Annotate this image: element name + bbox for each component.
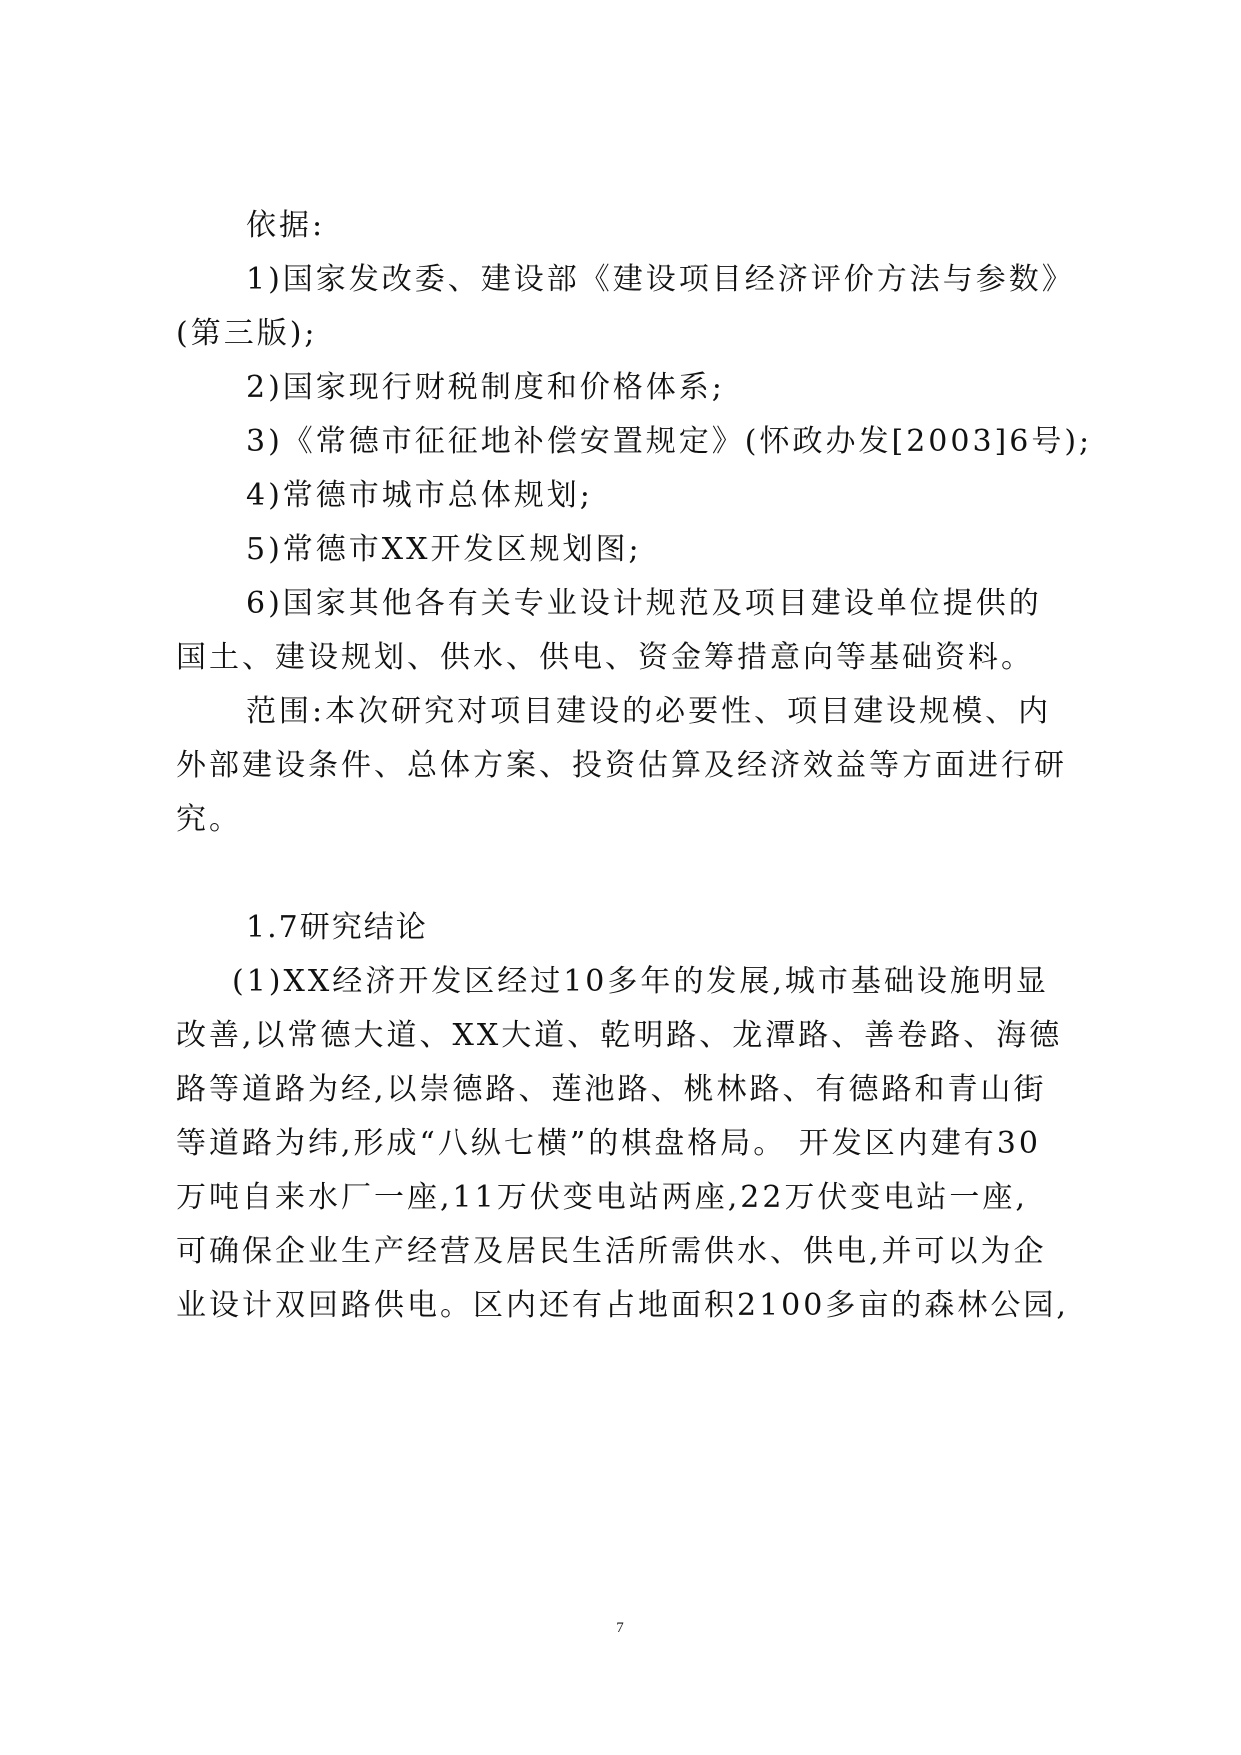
basis-item-3: 3)《常德市征征地补偿安置规定》(怀政办发[2003]6号); — [246, 424, 1093, 459]
scope-paragraph-line-2: 外部建设条件、总体方案、投资估算及经济效益等方面进行研 — [176, 748, 1067, 783]
conclusion-line-7: 业设计双回路供电。区内还有占地面积2100多亩的森林公园, — [176, 1288, 1069, 1323]
basis-item-1: 1)国家发改委、建设部《建设项目经济评价方法与参数》 — [246, 262, 1075, 297]
scope-paragraph-line-1: 范围:本次研究对项目建设的必要性、项目建设规模、内 — [246, 694, 1052, 729]
conclusion-line-2: 改善,以常德大道、XX大道、乾明路、龙潭路、善卷路、海德 — [176, 1018, 1063, 1053]
conclusion-line-1: (1)XX经济开发区经过10多年的发展,城市基础设施明显 — [232, 964, 1049, 999]
basis-item-5: 5)常德市XX开发区规划图; — [246, 532, 642, 567]
basis-item-2: 2)国家现行财税制度和价格体系; — [246, 370, 725, 405]
page-number: 7 — [616, 1620, 624, 1636]
conclusion-line-5: 万吨自来水厂一座,11万伏变电站两座,22万伏变电站一座, — [176, 1180, 1028, 1215]
section-heading: 1.7研究结论 — [246, 910, 428, 945]
conclusion-line-4: 等道路为纬,形成“八纵七横”的棋盘格局。 开发区内建有30 — [176, 1126, 1041, 1161]
basis-item-6-cont: 国土、建设规划、供水、供电、资金筹措意向等基础资料。 — [176, 640, 1034, 675]
basis-label: 依据: — [246, 208, 326, 243]
basis-item-6: 6)国家其他各有关专业设计规范及项目建设单位提供的 — [246, 586, 1042, 621]
conclusion-line-3: 路等道路为经,以崇德路、莲池路、桃林路、有德路和青山街 — [176, 1072, 1047, 1107]
basis-item-4: 4)常德市城市总体规划; — [246, 478, 593, 513]
conclusion-line-6: 可确保企业生产经营及居民生活所需供水、供电,并可以为企 — [176, 1234, 1047, 1269]
basis-item-1-cont: (第三版); — [176, 316, 318, 351]
scope-paragraph-line-3: 究。 — [176, 802, 242, 837]
